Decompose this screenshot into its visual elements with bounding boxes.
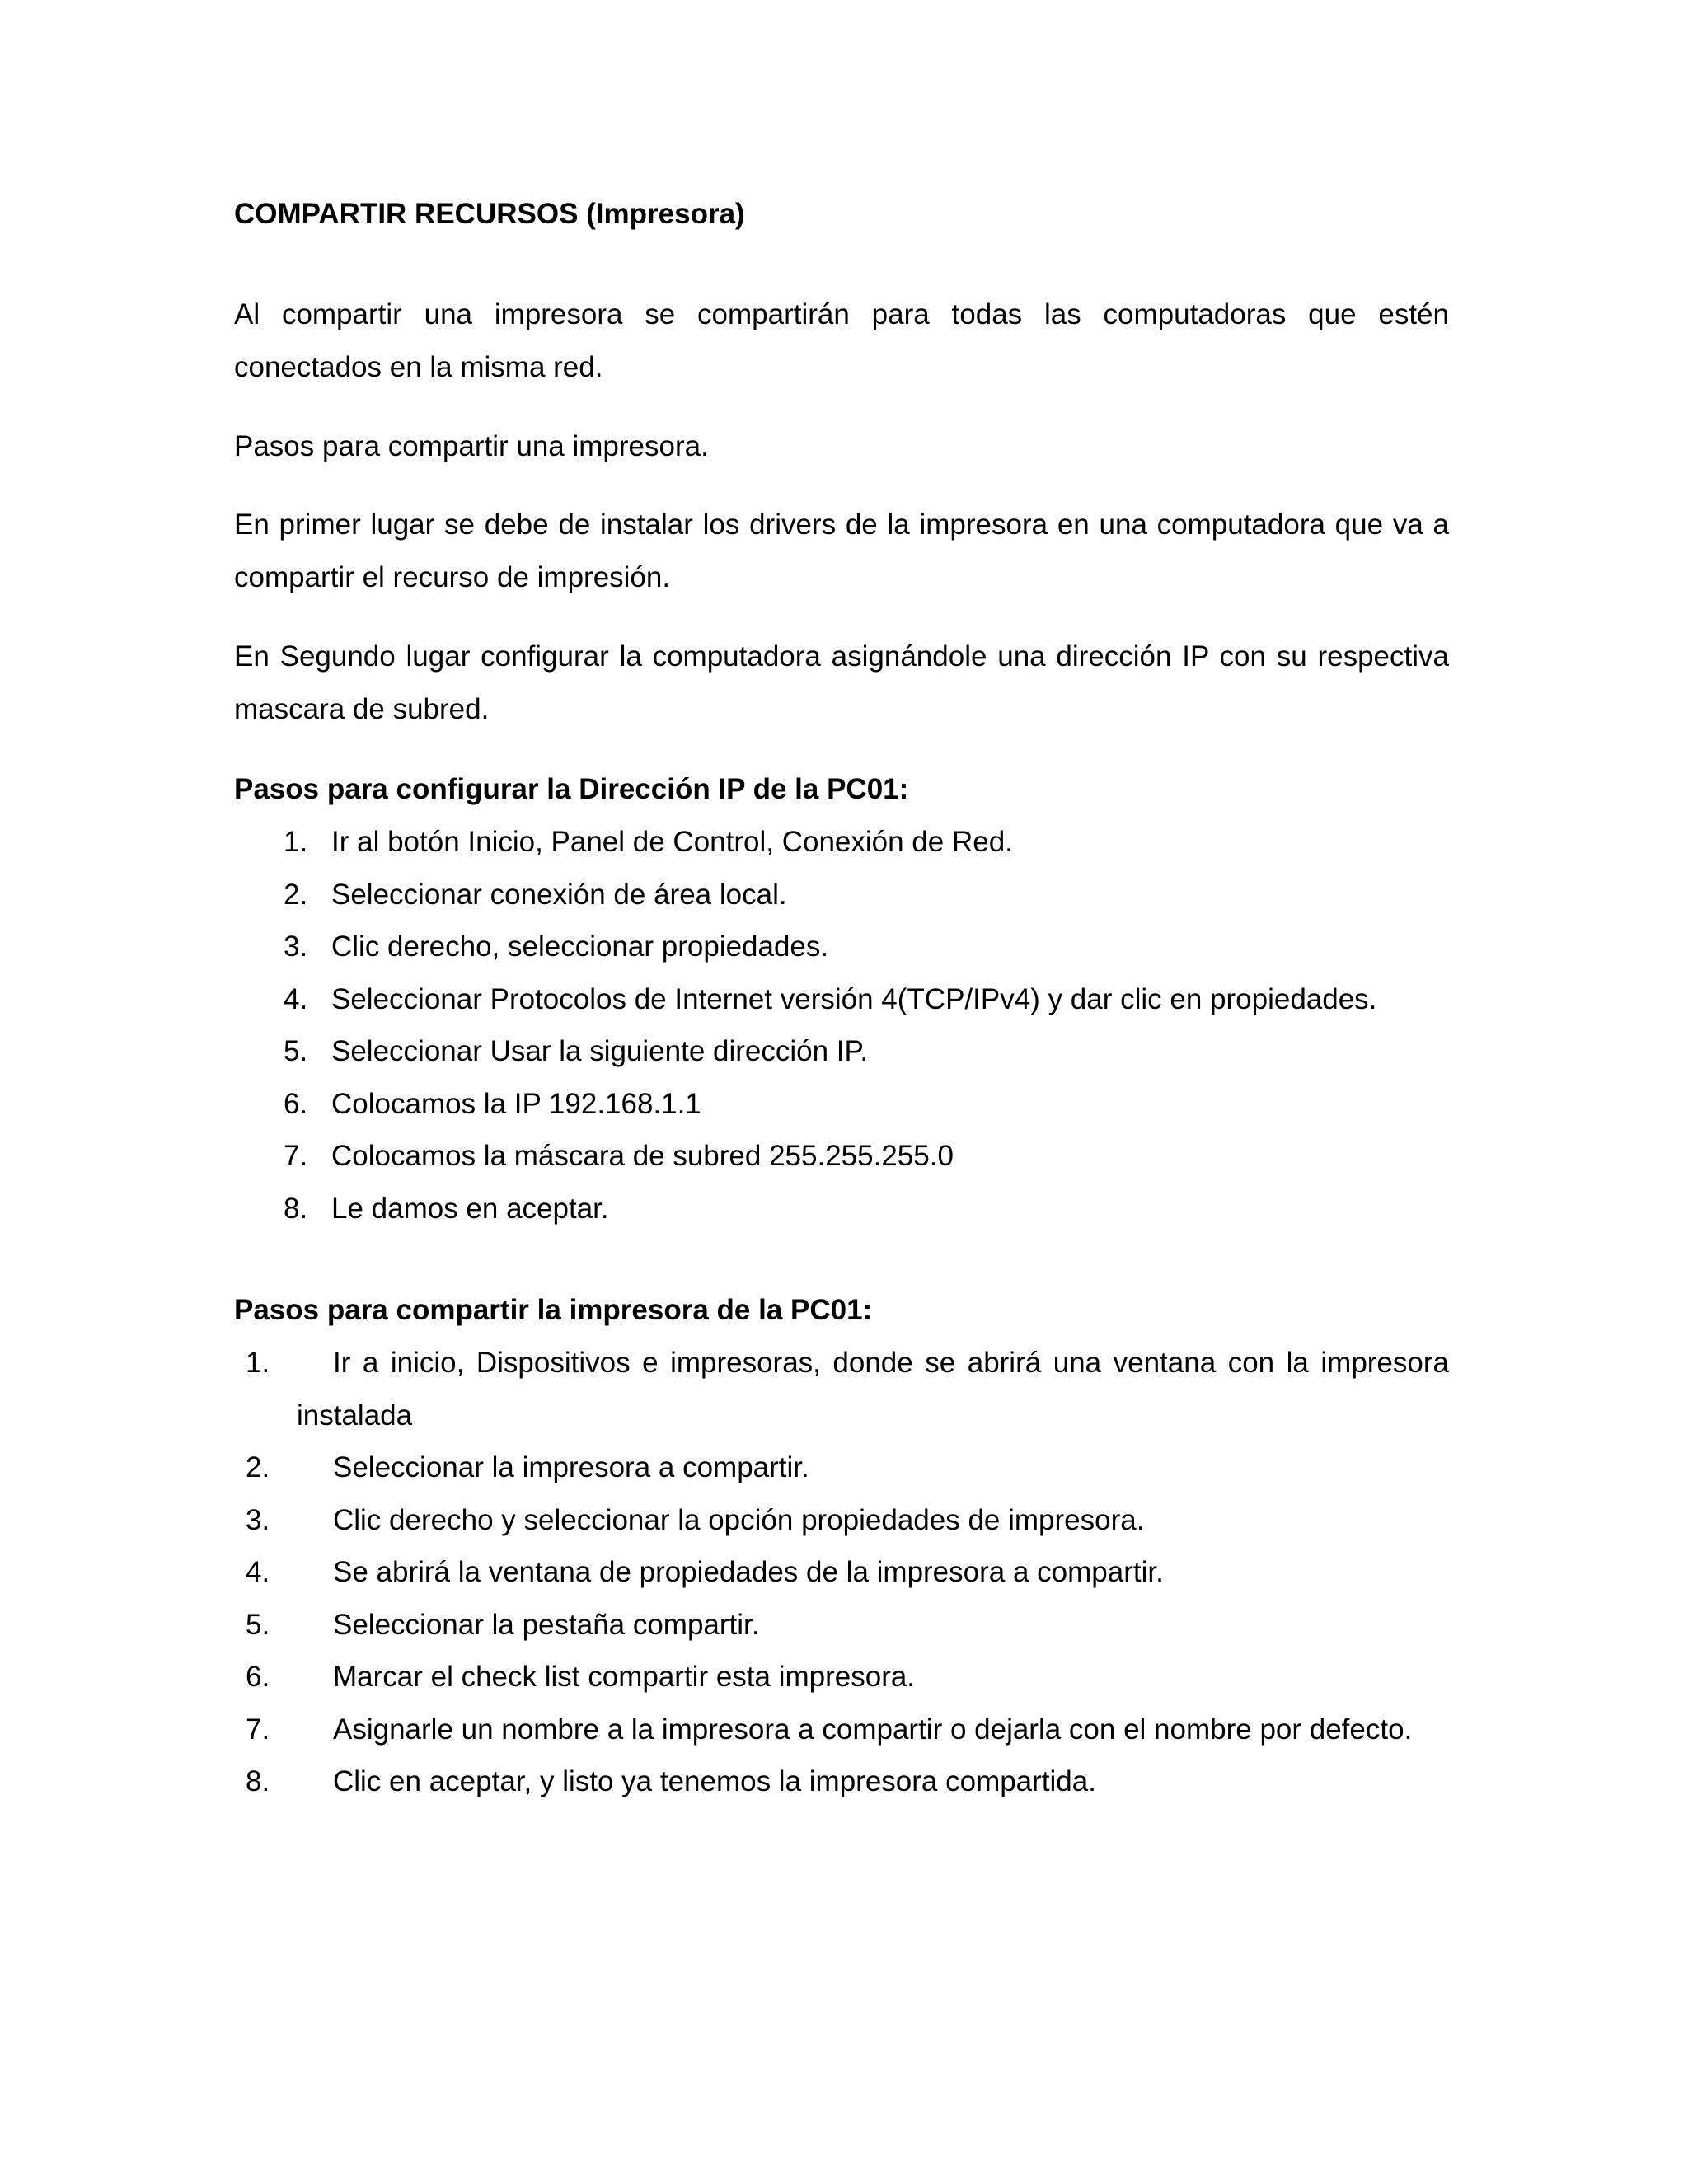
list-item bbox=[234, 1441, 1449, 1494]
list-item-text: Ir a inicio, Dispositivos e impresoras, donde se abrirá una ventana con la impresora instalada bbox=[297, 1347, 1449, 1432]
list-item-number: 1. bbox=[246, 1347, 270, 1379]
list-item-text: Seleccionar Protocolos de Internet versión 4(TCP/IPv4) y dar clic en propiedades. bbox=[331, 982, 1377, 1015]
list-item bbox=[234, 1025, 1449, 1078]
first-step-paragraph: En primer lugar se debe de instalar los drivers de la impresora en una computadora que va a compartir el recurso de impresión. bbox=[234, 509, 1449, 593]
list-item bbox=[234, 1494, 1449, 1547]
list-item-text: Seleccionar la pestaña compartir. bbox=[333, 1608, 760, 1641]
list-item-text: Colocamos la IP 192.168.1.1 bbox=[331, 1087, 701, 1120]
ip-config-list bbox=[234, 816, 1449, 1235]
list-item bbox=[234, 921, 1449, 973]
list-item-text: Clic derecho y seleccionar la opción propiedades de impresora. bbox=[333, 1503, 1145, 1536]
list-item-number: 3. bbox=[246, 1503, 270, 1536]
list-item-text: Asignarle un nombre a la impresora a compartir o dejarla con el nombre por defecto. bbox=[333, 1713, 1413, 1746]
list-item bbox=[234, 869, 1449, 921]
list-item-text: Seleccionar conexión de área local. bbox=[331, 878, 787, 911]
share-printer-heading: Pasos para compartir la impresora de la PC01: bbox=[234, 1294, 873, 1326]
document-title: COMPARTIR RECURSOS (Impresora) bbox=[234, 198, 745, 230]
share-printer-list bbox=[234, 1337, 1449, 1808]
list-item-number: 2. bbox=[284, 878, 308, 911]
list-item-text: Ir al botón Inicio, Panel de Control, Conexión de Red. bbox=[331, 826, 1013, 858]
list-item-number: 7. bbox=[284, 1140, 308, 1172]
list-item-number: 6. bbox=[284, 1087, 308, 1120]
list-item bbox=[234, 1651, 1449, 1704]
list-item-text: Marcar el check list compartir esta impresora. bbox=[333, 1661, 916, 1693]
list-item-number: 7. bbox=[246, 1713, 270, 1746]
list-item-number: 5. bbox=[246, 1608, 270, 1641]
steps-intro-paragraph: Pasos para compartir una impresora. bbox=[234, 430, 709, 462]
list-item-text: Colocamos la máscara de subred 255.255.255.0 bbox=[331, 1140, 954, 1172]
list-item-text: Seleccionar Usar la siguiente dirección IP. bbox=[331, 1035, 869, 1067]
list-item-number: 5. bbox=[284, 1035, 308, 1067]
list-item-text: Seleccionar la impresora a compartir. bbox=[333, 1451, 809, 1483]
list-item-number: 2. bbox=[246, 1451, 270, 1483]
list-item-text: Clic derecho, seleccionar propiedades. bbox=[331, 930, 829, 963]
list-item bbox=[234, 1078, 1449, 1131]
list-item bbox=[234, 1546, 1449, 1599]
list-item-number: 4. bbox=[246, 1556, 270, 1588]
list-item bbox=[234, 973, 1449, 1026]
list-item bbox=[234, 1130, 1449, 1183]
list-item-text: Le damos en aceptar. bbox=[331, 1192, 609, 1225]
second-step-paragraph: En Segundo lugar configurar la computadora asignándole una dirección IP con su respectiva mascara de subred. bbox=[234, 640, 1449, 725]
list-item-number: 6. bbox=[246, 1661, 270, 1693]
list-item-number: 8. bbox=[246, 1765, 270, 1797]
ip-config-heading: Pasos para configurar la Dirección IP de la PC01: bbox=[234, 773, 909, 805]
list-item bbox=[234, 1704, 1449, 1756]
list-item-number: 1. bbox=[284, 826, 308, 858]
list-item bbox=[234, 1599, 1449, 1652]
list-item-text: Se abrirá la ventana de propiedades de la impresora a compartir. bbox=[333, 1556, 1164, 1588]
list-item bbox=[234, 1183, 1449, 1235]
list-item-number: 8. bbox=[284, 1192, 308, 1225]
list-item-number: 3. bbox=[284, 930, 308, 963]
list-item-text: Clic en aceptar, y listo ya tenemos la impresora compartida. bbox=[333, 1765, 1096, 1797]
list-item bbox=[234, 1337, 1449, 1441]
list-item-number: 4. bbox=[284, 982, 308, 1015]
intro-paragraph: Al compartir una impresora se compartirán para todas las computadoras que estén conectados en la misma red. bbox=[234, 298, 1449, 383]
list-item bbox=[234, 816, 1449, 869]
list-item bbox=[234, 1755, 1449, 1808]
